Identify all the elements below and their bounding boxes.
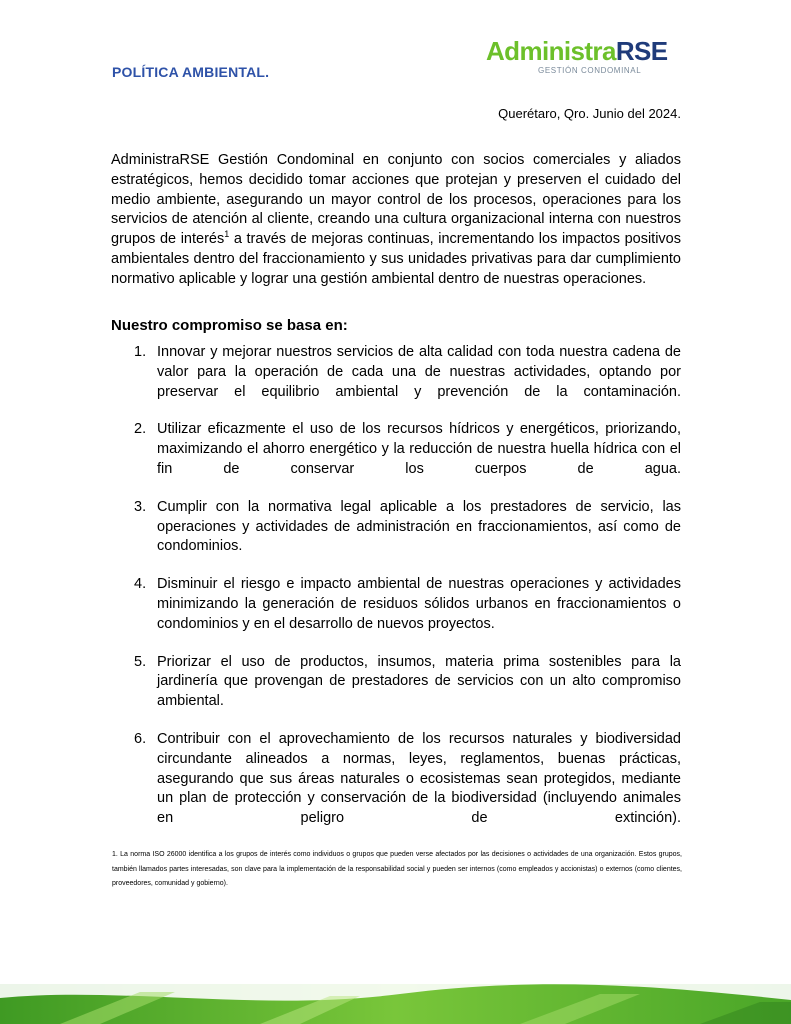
commitment-number: 4. [134,576,147,593]
footer-green-band [0,984,791,1024]
intro-text-after: a través de mejoras continuas, incrementando los impactos positivos ambientales dentro del fraccionamiento y sus unidades privativas para dar cumplimiento normativo aplicable y lograr una gestión ambiental dentro de nuestras operaciones. [111,231,681,287]
commitment-text: Utilizar eficazmente el uso de los recursos hídricos y energéticos, priorizando, maximizando el ahorro energético y la reducción de nuestra huella hídrica con el fin de conservar los cuerpos de agua. [157,421,681,477]
commitment-item [111,575,681,634]
commitment-number: 6. [134,730,147,747]
commitments-list [111,343,681,847]
document-date: Querétaro, Qro. Junio del 2024. [498,106,681,121]
logo-tagline: GESTIÓN CONDOMINAL [538,66,642,75]
commitment-item [111,730,681,829]
commitment-text: Priorizar el uso de productos, insumos, materia prima sostenibles para la jardinería que provengan de prestadores de servicios con un alto compromiso ambiental. [157,653,681,710]
logo-wordmark-administra: Administra [486,36,616,66]
footnote: 1. La norma ISO 26000 identifica a los grupos de interés como individuos o grupos que pueden verse afectados por las decisiones o actividades de una organización. Estos grupos, también llamados partes interesadas, son clave para la implementación de la responsabilidad social y pueden ser internos (como empleados y accionistas) o externos (como clientes, proveedores, comunidad y gobierno). [112,851,682,887]
commitment-text: Disminuir el riesgo e impacto ambiental de nuestras operaciones y actividades minimizando la generación de residuos sólidos urbanos en fraccionamientos o condominios y en el desarrollo de nuevos proyectos. [157,576,681,632]
footnote-reference: 1 [224,229,230,240]
logo-wordmark-rse: RSE [615,36,668,66]
commitment-item [111,343,681,402]
commitment-number: 3. [134,498,147,515]
commitment-item [111,653,681,712]
page-title: POLÍTICA AMBIENTAL. [112,64,270,80]
commitment-text: Innovar y mejorar nuestros servicios de alta calidad con toda nuestra cadena de valor para la operación de cada una de nuestras actividades, optando por preservar el equilibrio ambiental y prevención de la contaminación. [157,344,681,400]
intro-text-before: AdministraRSE Gestión Condominal en conjunto con socios comerciales y aliados estratégicos, hemos decidido tomar acciones que protejan y preserven el cuidado del medio ambiente, asegurando un mayor control de los procesos, operaciones para los servicios de atención al cliente, creando una cultura organizacional interna con nuestros grupos de interés [111,152,681,248]
company-logo [486,38,686,78]
commitment-text: Contribuir con el aprovechamiento de los recursos naturales y biodiversidad circundante alineados a normas, leyes, reglamentos, buenas prácticas, asegurando que sus áreas naturales o ecosistemas sean protegidos, mediante un plan de protección y conservación de la biodiversidad (incluyendo animales en peligro de extinción). [157,730,681,827]
commitments-heading: Nuestro compromiso se basa en: [111,317,348,334]
commitment-number: 1. [134,344,147,360]
commitment-number: 2. [134,421,147,438]
logo-wordmark [486,38,686,64]
commitment-item [111,420,681,479]
commitment-item [111,498,681,557]
commitment-text: Cumplir con la normativa legal aplicable a los prestadores de servicio, las operaciones y actividades de administración en fraccionamientos, así como de condominios. [157,498,681,555]
commitment-number: 5. [134,653,147,670]
intro-paragraph [111,151,681,290]
